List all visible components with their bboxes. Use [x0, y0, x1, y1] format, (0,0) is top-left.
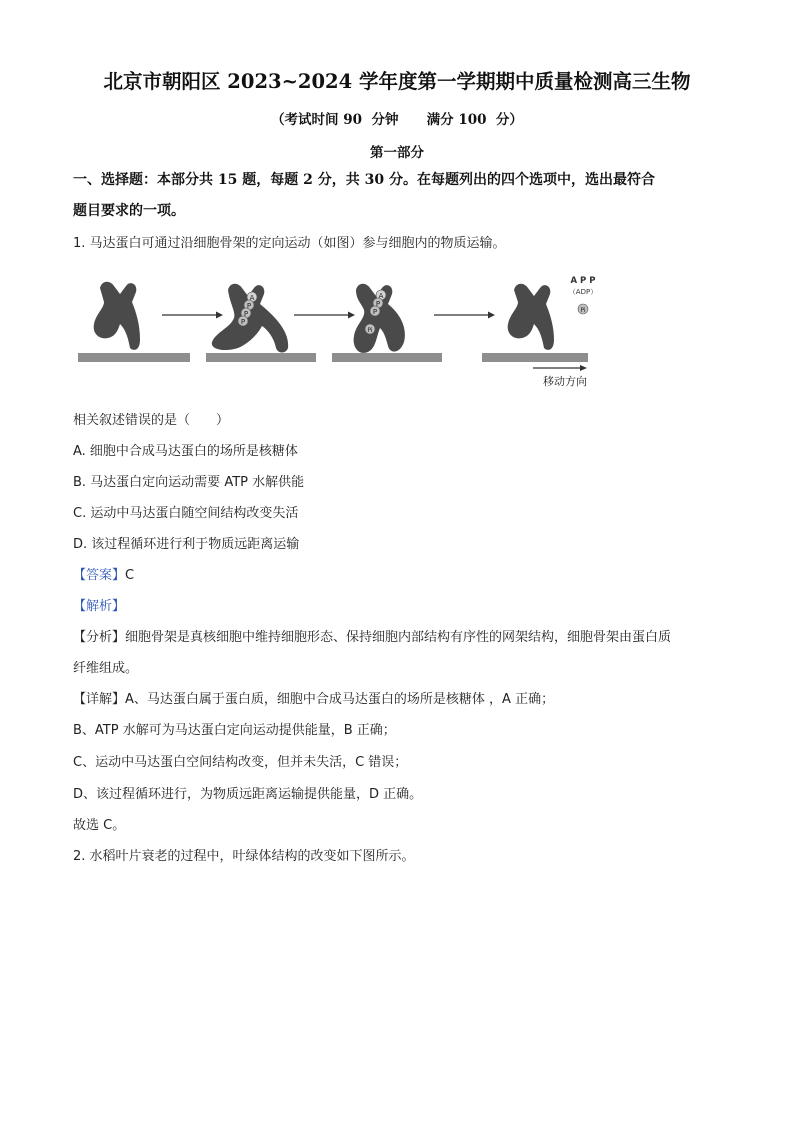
cytoskeleton-track-3 — [332, 353, 442, 362]
arrow-1 — [162, 312, 223, 319]
detail-line-b: B、ATP 水解可为马达蛋白定向运动提供能量，B 正确； — [73, 723, 396, 738]
atp-letter-a: A — [249, 294, 255, 302]
arrow-2 — [294, 312, 355, 319]
fenxi-text-1: 细胞骨架是真核细胞中维持细胞形态、保持细胞内部结构有序性的网架结构，细胞骨架由蛋白质 — [125, 630, 672, 645]
question-2-stem: 2. 水稻叶片衰老的过程中，叶绿体结构的改变如下图所示。 — [73, 849, 415, 864]
option-b: B. 马达蛋白定向运动需要 ATP 水解供能 — [73, 475, 305, 490]
atp-letter-p3: P — [240, 318, 246, 326]
detail-line-a — [73, 691, 723, 709]
question-1-stem: 1. 马达蛋白可通过沿细胞骨架的定向运动（如图）参与细胞内的物质运输。 — [73, 236, 506, 251]
motor-protein-4 — [508, 284, 554, 350]
detail-text-a: A、马达蛋白属于蛋白质，细胞中合成马达蛋白的场所是核糖体 ，A 正确； — [125, 692, 555, 707]
adp-letters: A P P — [570, 276, 596, 286]
option-c: C. 运动中马达蛋白随空间结构改变失活 — [73, 506, 299, 521]
released-adp-pi — [569, 276, 597, 314]
atp-letter-p1: P — [246, 302, 252, 310]
atp-letter-p2: P — [243, 310, 249, 318]
pi-label-protein-3: Pi — [367, 327, 373, 334]
part-heading: 第一部分 — [370, 145, 424, 161]
detail-line-d: D、该过程循环进行，为物质远距离运输提供能量，D 正确。 — [73, 787, 423, 802]
exam-title: 北京市朝阳区 2023~2024 学年度第一学期期中质量检测高三生物 — [103, 70, 691, 93]
option-d: D. 该过程循环进行利于物质远距离运输 — [73, 537, 300, 552]
detail-tag: 【详解】 — [73, 692, 126, 707]
fenxi-line-2: 纤维组成。 — [73, 661, 139, 676]
question-1-prompt: 相关叙述错误的是（ ） — [73, 413, 230, 428]
pi-label-released: Pi — [580, 307, 586, 314]
exam-subtitle: （考试时间 90 分钟 满分 100 分） — [271, 112, 523, 128]
arrow-3 — [434, 312, 495, 319]
adp-letter-a: A — [378, 292, 384, 300]
section-instructions-line2: 题目要求的一项。 — [73, 203, 185, 219]
motor-protein-1 — [94, 282, 140, 350]
fenxi-tag: 【分析】 — [73, 630, 126, 645]
answer-tag: 【答案】 — [73, 568, 126, 583]
option-a: A. 细胞中合成马达蛋白的场所是核糖体 — [73, 444, 298, 459]
analysis-line — [73, 598, 723, 616]
answer-value: C — [125, 568, 135, 583]
detail-line-c: C、运动中马达蛋白空间结构改变，但并未失活，C 错误； — [73, 755, 408, 770]
motor-protein-diagram — [78, 268, 610, 393]
cytoskeleton-track-2 — [206, 353, 316, 362]
movement-direction-label: 移动方向 — [543, 375, 587, 388]
section-instructions-line1: 一、选择题：本部分共 15 题，每题 2 分，共 30 分。在每题列出的四个选项中，选出最符合 — [73, 172, 655, 188]
movement-direction-arrow — [533, 365, 587, 388]
motor-protein-figure — [78, 268, 610, 393]
analysis-tag: 【解析】 — [73, 599, 126, 614]
fenxi-line-1 — [73, 629, 723, 647]
answer-line — [73, 567, 723, 585]
adp-letter-p1: P — [375, 300, 381, 308]
conclusion-line: 故选 C。 — [73, 818, 126, 833]
cytoskeleton-track-4 — [482, 353, 588, 362]
cytoskeleton-track-1 — [78, 353, 190, 362]
adp-label: （ADP） — [568, 288, 598, 296]
adp-letter-p2: P — [372, 308, 378, 316]
